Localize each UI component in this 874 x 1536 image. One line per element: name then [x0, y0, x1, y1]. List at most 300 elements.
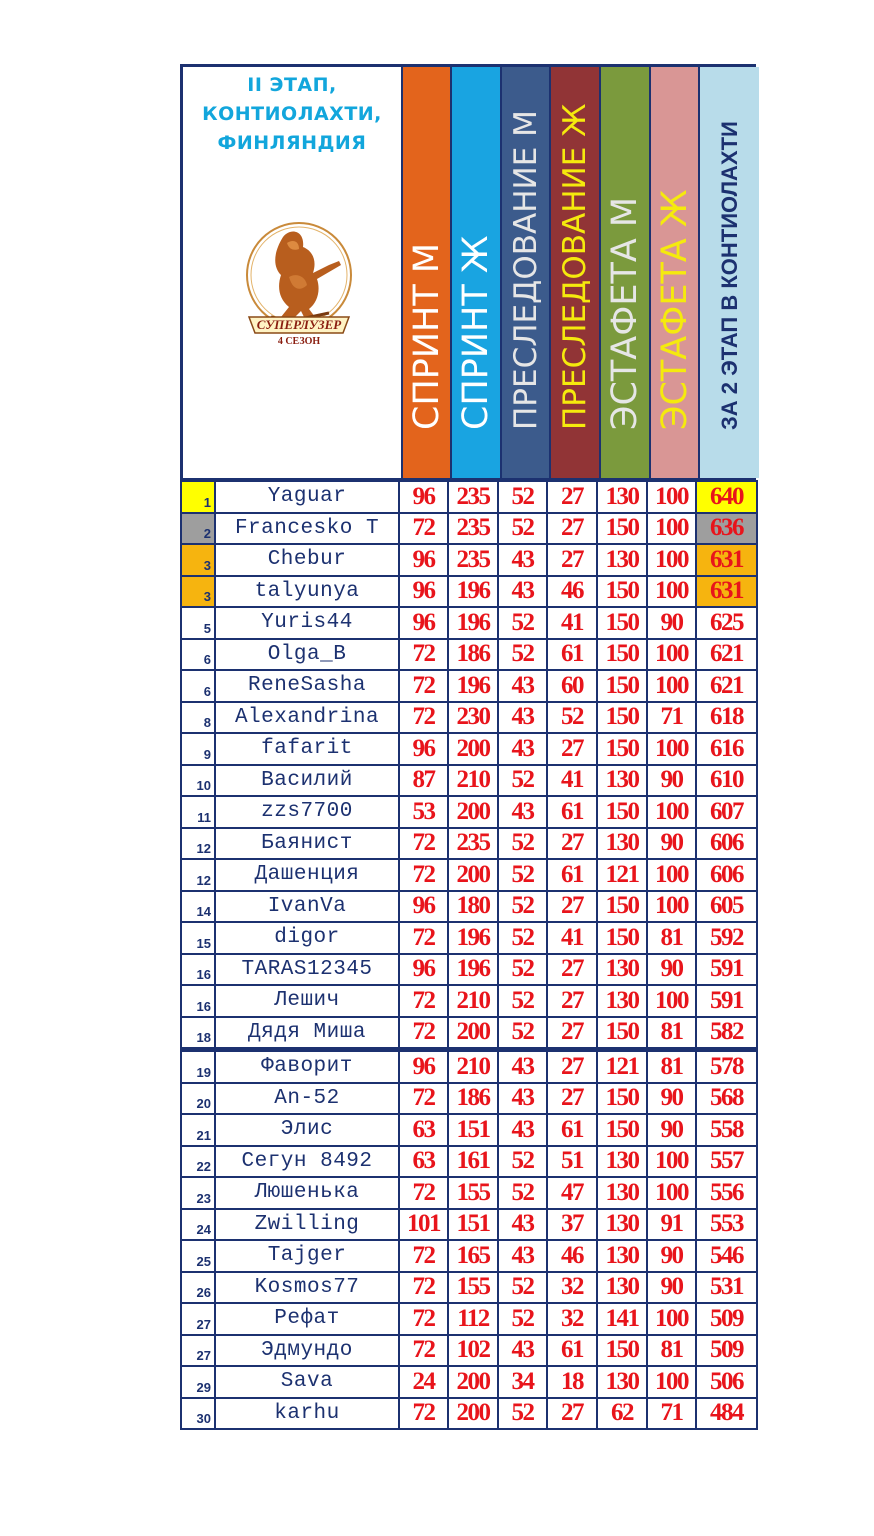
- total-cell: 557: [696, 1146, 757, 1178]
- rank-cell: 14: [181, 891, 215, 923]
- rank-cell: 12: [181, 859, 215, 891]
- table-row: [181, 922, 757, 954]
- score-cell: 130: [597, 1272, 647, 1304]
- score-cell: 52: [498, 481, 547, 513]
- score-cell: 200: [448, 733, 498, 765]
- score-cell: 100: [647, 1366, 696, 1398]
- rank-cell: 6: [181, 670, 215, 702]
- score-cell: 52: [498, 513, 547, 545]
- title-line: КОНТИОЛАХТИ,: [202, 103, 382, 125]
- score-cell: 61: [547, 1335, 597, 1367]
- score-cell: 52: [498, 954, 547, 986]
- rank-cell: 22: [181, 1146, 215, 1178]
- table-row: [181, 859, 757, 891]
- score-cell: 61: [547, 796, 597, 828]
- score-cell: 52: [498, 922, 547, 954]
- score-cell: 41: [547, 922, 597, 954]
- rank-cell: 21: [181, 1114, 215, 1146]
- score-cell: 61: [547, 1114, 597, 1146]
- player-name: Yuris44: [215, 607, 399, 639]
- logo-season: 4 СЕЗОН: [277, 336, 321, 347]
- score-cell: 210: [448, 985, 498, 1017]
- score-cell: 47: [547, 1177, 597, 1209]
- score-cell: 150: [597, 1335, 647, 1367]
- total-cell: 640: [696, 481, 757, 513]
- table-row: [181, 985, 757, 1017]
- score-cell: 100: [647, 1303, 696, 1335]
- score-cell: 235: [448, 513, 498, 545]
- score-cell: 72: [399, 985, 448, 1017]
- score-cell: 150: [597, 607, 647, 639]
- table-row: [181, 1114, 757, 1146]
- standings-body: [181, 481, 757, 1429]
- score-cell: 18: [547, 1366, 597, 1398]
- score-cell: 150: [597, 702, 647, 734]
- column-header: [649, 67, 698, 478]
- score-cell: 43: [498, 1083, 547, 1115]
- score-cell: 87: [399, 765, 448, 797]
- score-cell: 32: [547, 1303, 597, 1335]
- score-cell: 72: [399, 702, 448, 734]
- score-cell: 200: [448, 1366, 498, 1398]
- score-cell: 61: [547, 859, 597, 891]
- score-cell: 27: [547, 1017, 597, 1050]
- score-cell: 196: [448, 954, 498, 986]
- score-cell: 130: [597, 1146, 647, 1178]
- player-name: Дашенция: [215, 859, 399, 891]
- score-cell: 96: [399, 733, 448, 765]
- total-cell: 636: [696, 513, 757, 545]
- player-name: Дядя Миша: [215, 1017, 399, 1050]
- score-cell: 100: [647, 1177, 696, 1209]
- table-row: [181, 954, 757, 986]
- rank-cell: 24: [181, 1209, 215, 1241]
- score-cell: 52: [498, 765, 547, 797]
- column-header: [698, 67, 759, 478]
- score-cell: 27: [547, 544, 597, 576]
- rank-cell: 23: [181, 1177, 215, 1209]
- title-line: ФИНЛЯНДИЯ: [217, 132, 367, 154]
- score-cell: 81: [647, 1017, 696, 1050]
- total-cell: 568: [696, 1083, 757, 1115]
- rank-cell: 16: [181, 985, 215, 1017]
- player-name: TARAS12345: [215, 954, 399, 986]
- player-name: Рефат: [215, 1303, 399, 1335]
- rank-cell: 5: [181, 607, 215, 639]
- score-cell: 235: [448, 481, 498, 513]
- score-cell: 90: [647, 954, 696, 986]
- player-name: Лешич: [215, 985, 399, 1017]
- score-cell: 72: [399, 859, 448, 891]
- column-header: [450, 67, 500, 478]
- rank-cell: 15: [181, 922, 215, 954]
- score-cell: 235: [448, 828, 498, 860]
- score-cell: 27: [547, 828, 597, 860]
- table-row: [181, 639, 757, 671]
- player-name: Zwilling: [215, 1209, 399, 1241]
- score-cell: 43: [498, 1240, 547, 1272]
- score-cell: 141: [597, 1303, 647, 1335]
- score-cell: 196: [448, 670, 498, 702]
- table-row: [181, 796, 757, 828]
- total-cell: 631: [696, 544, 757, 576]
- score-cell: 150: [597, 1017, 647, 1050]
- score-cell: 150: [597, 922, 647, 954]
- score-cell: 151: [448, 1209, 498, 1241]
- score-cell: 72: [399, 1177, 448, 1209]
- score-cell: 52: [498, 828, 547, 860]
- table-row: [181, 1335, 757, 1367]
- score-cell: 90: [647, 1272, 696, 1304]
- rank-cell: 6: [181, 639, 215, 671]
- table-row: [181, 1146, 757, 1178]
- score-cell: 27: [547, 481, 597, 513]
- score-cell: 52: [498, 607, 547, 639]
- total-cell: 509: [696, 1335, 757, 1367]
- score-cell: 72: [399, 1017, 448, 1050]
- score-cell: 96: [399, 1050, 448, 1083]
- column-header-label: ЗА 2 ЭТАП В КОНТИОЛАХТИ: [716, 121, 742, 430]
- score-cell: 62: [597, 1398, 647, 1430]
- score-cell: 130: [597, 1240, 647, 1272]
- rank-cell: 29: [181, 1366, 215, 1398]
- table-row: [181, 1272, 757, 1304]
- score-cell: 81: [647, 1050, 696, 1083]
- table-row: [181, 1083, 757, 1115]
- total-cell: 621: [696, 670, 757, 702]
- score-cell: 130: [597, 1209, 647, 1241]
- score-cell: 150: [597, 796, 647, 828]
- score-cell: 100: [647, 733, 696, 765]
- score-cell: 52: [498, 1398, 547, 1430]
- table-row: [181, 1398, 757, 1430]
- total-cell: 631: [696, 576, 757, 608]
- score-cell: 100: [647, 576, 696, 608]
- score-cell: 100: [647, 670, 696, 702]
- score-cell: 43: [498, 1335, 547, 1367]
- table-row: [181, 670, 757, 702]
- score-cell: 235: [448, 544, 498, 576]
- score-cell: 100: [647, 985, 696, 1017]
- score-cell: 90: [647, 1240, 696, 1272]
- score-cell: 150: [597, 733, 647, 765]
- score-cell: 96: [399, 891, 448, 923]
- total-cell: 591: [696, 954, 757, 986]
- player-name: Chebur: [215, 544, 399, 576]
- score-cell: 72: [399, 1083, 448, 1115]
- score-cell: 96: [399, 576, 448, 608]
- score-cell: 155: [448, 1272, 498, 1304]
- total-cell: 582: [696, 1017, 757, 1050]
- score-cell: 27: [547, 1083, 597, 1115]
- table-row: [181, 828, 757, 860]
- table-row: [181, 1303, 757, 1335]
- score-cell: 43: [498, 796, 547, 828]
- table-row: [181, 1209, 757, 1241]
- score-cell: 150: [597, 1083, 647, 1115]
- table-row: [181, 513, 757, 545]
- total-cell: 607: [696, 796, 757, 828]
- score-cell: 150: [597, 670, 647, 702]
- player-name: ReneSasha: [215, 670, 399, 702]
- score-cell: 150: [597, 576, 647, 608]
- rank-cell: 26: [181, 1272, 215, 1304]
- table-row: [181, 702, 757, 734]
- player-name: Yaguar: [215, 481, 399, 513]
- score-cell: 101: [399, 1209, 448, 1241]
- score-cell: 100: [647, 1146, 696, 1178]
- score-cell: 90: [647, 1083, 696, 1115]
- score-cell: 112: [448, 1303, 498, 1335]
- score-cell: 96: [399, 607, 448, 639]
- score-cell: 151: [448, 1114, 498, 1146]
- total-cell: 606: [696, 859, 757, 891]
- column-header-label: ЭСТАФЕТА М: [605, 196, 645, 430]
- table-row: [181, 765, 757, 797]
- score-cell: 43: [498, 544, 547, 576]
- score-cell: 210: [448, 765, 498, 797]
- player-name: Sava: [215, 1366, 399, 1398]
- rank-cell: 20: [181, 1083, 215, 1115]
- score-cell: 27: [547, 513, 597, 545]
- score-cell: 52: [498, 1272, 547, 1304]
- score-cell: 52: [498, 1303, 547, 1335]
- column-header: [401, 67, 450, 478]
- score-cell: 52: [547, 702, 597, 734]
- rank-cell: 19: [181, 1050, 215, 1083]
- total-cell: 606: [696, 828, 757, 860]
- score-cell: 43: [498, 1209, 547, 1241]
- table-row: [181, 1177, 757, 1209]
- rank-cell: 11: [181, 796, 215, 828]
- score-cell: 52: [498, 1017, 547, 1050]
- rank-cell: 9: [181, 733, 215, 765]
- rank-cell: 3: [181, 576, 215, 608]
- table-row: [181, 607, 757, 639]
- column-header: [549, 67, 599, 478]
- score-cell: 72: [399, 639, 448, 671]
- score-cell: 72: [399, 922, 448, 954]
- title-block: [183, 67, 401, 478]
- score-cell: 100: [647, 796, 696, 828]
- player-name: Баянист: [215, 828, 399, 860]
- score-cell: 121: [597, 1050, 647, 1083]
- rank-cell: 3: [181, 544, 215, 576]
- score-cell: 63: [399, 1114, 448, 1146]
- table-row: [181, 1366, 757, 1398]
- total-cell: 621: [696, 639, 757, 671]
- table-header: [180, 64, 756, 480]
- score-cell: 96: [399, 544, 448, 576]
- score-cell: 81: [647, 1335, 696, 1367]
- score-cell: 72: [399, 513, 448, 545]
- score-cell: 81: [647, 922, 696, 954]
- score-cell: 90: [647, 828, 696, 860]
- score-cell: 27: [547, 1050, 597, 1083]
- score-cell: 91: [647, 1209, 696, 1241]
- score-cell: 52: [498, 639, 547, 671]
- player-name: Сегун 8492: [215, 1146, 399, 1178]
- score-cell: 27: [547, 733, 597, 765]
- score-cell: 196: [448, 922, 498, 954]
- score-cell: 200: [448, 1398, 498, 1430]
- rank-cell: 12: [181, 828, 215, 860]
- total-cell: 546: [696, 1240, 757, 1272]
- score-cell: 210: [448, 1050, 498, 1083]
- player-name: Alexandrina: [215, 702, 399, 734]
- player-name: Francesko T: [215, 513, 399, 545]
- score-cell: 52: [498, 891, 547, 923]
- score-cell: 71: [647, 1398, 696, 1430]
- score-cell: 52: [498, 859, 547, 891]
- score-cell: 72: [399, 670, 448, 702]
- score-cell: 61: [547, 639, 597, 671]
- score-cell: 72: [399, 1272, 448, 1304]
- player-name: digor: [215, 922, 399, 954]
- score-cell: 32: [547, 1272, 597, 1304]
- score-cell: 150: [597, 891, 647, 923]
- score-cell: 43: [498, 576, 547, 608]
- table-row: [181, 1050, 757, 1083]
- rank-cell: 10: [181, 765, 215, 797]
- score-cell: 121: [597, 859, 647, 891]
- total-cell: 591: [696, 985, 757, 1017]
- score-cell: 150: [597, 513, 647, 545]
- table-row: [181, 733, 757, 765]
- score-cell: 130: [597, 985, 647, 1017]
- score-cell: 52: [498, 1177, 547, 1209]
- total-cell: 605: [696, 891, 757, 923]
- score-cell: 90: [647, 765, 696, 797]
- column-header-label: СПРИНТ Ж: [456, 235, 496, 430]
- score-cell: 43: [498, 1114, 547, 1146]
- player-name: Василий: [215, 765, 399, 797]
- column-header: [599, 67, 649, 478]
- score-cell: 130: [597, 828, 647, 860]
- rank-cell: 30: [181, 1398, 215, 1430]
- score-cell: 96: [399, 481, 448, 513]
- score-cell: 52: [498, 1146, 547, 1178]
- score-cell: 71: [647, 702, 696, 734]
- results-sheet: [180, 64, 756, 1430]
- rank-cell: 8: [181, 702, 215, 734]
- score-cell: 52: [498, 985, 547, 1017]
- player-name: zzs7700: [215, 796, 399, 828]
- score-cell: 46: [547, 1240, 597, 1272]
- superloser-logo-icon: [243, 217, 355, 347]
- score-cell: 180: [448, 891, 498, 923]
- score-cell: 34: [498, 1366, 547, 1398]
- rank-cell: 2: [181, 513, 215, 545]
- total-cell: 618: [696, 702, 757, 734]
- player-name: Фаворит: [215, 1050, 399, 1083]
- table-row: [181, 576, 757, 608]
- player-name: talyunya: [215, 576, 399, 608]
- table-row: [181, 891, 757, 923]
- table-row: [181, 544, 757, 576]
- score-cell: 72: [399, 1398, 448, 1430]
- rank-cell: 18: [181, 1017, 215, 1050]
- player-name: Элис: [215, 1114, 399, 1146]
- table-row: [181, 481, 757, 513]
- total-cell: 578: [696, 1050, 757, 1083]
- rank-cell: 25: [181, 1240, 215, 1272]
- rank-cell: 27: [181, 1335, 215, 1367]
- player-name: Kosmos77: [215, 1272, 399, 1304]
- score-cell: 43: [498, 733, 547, 765]
- score-cell: 200: [448, 1017, 498, 1050]
- column-header: [500, 67, 549, 478]
- logo-text: СУПЕРЛУЗЕР: [256, 317, 342, 332]
- total-cell: 616: [696, 733, 757, 765]
- score-cell: 24: [399, 1366, 448, 1398]
- score-cell: 27: [547, 985, 597, 1017]
- score-cell: 63: [399, 1146, 448, 1178]
- score-cell: 90: [647, 1114, 696, 1146]
- player-name: Эдмундо: [215, 1335, 399, 1367]
- score-cell: 27: [547, 1398, 597, 1430]
- player-name: IvanVa: [215, 891, 399, 923]
- score-cell: 53: [399, 796, 448, 828]
- score-cell: 155: [448, 1177, 498, 1209]
- score-cell: 130: [597, 1177, 647, 1209]
- stage-title: [183, 71, 401, 158]
- score-cell: 60: [547, 670, 597, 702]
- score-cell: 130: [597, 544, 647, 576]
- score-cell: 230: [448, 702, 498, 734]
- player-name: Olga_B: [215, 639, 399, 671]
- total-cell: 531: [696, 1272, 757, 1304]
- table-row: [181, 1240, 757, 1272]
- total-cell: 558: [696, 1114, 757, 1146]
- score-cell: 41: [547, 765, 597, 797]
- score-cell: 37: [547, 1209, 597, 1241]
- score-cell: 200: [448, 796, 498, 828]
- score-cell: 186: [448, 639, 498, 671]
- standings-table: [180, 480, 758, 1430]
- score-cell: 150: [597, 639, 647, 671]
- score-cell: 165: [448, 1240, 498, 1272]
- score-cell: 90: [647, 607, 696, 639]
- score-cell: 43: [498, 670, 547, 702]
- score-cell: 161: [448, 1146, 498, 1178]
- score-cell: 43: [498, 702, 547, 734]
- score-cell: 130: [597, 954, 647, 986]
- column-header-label: ЭСТАФЕТА Ж: [654, 189, 695, 430]
- total-cell: 556: [696, 1177, 757, 1209]
- score-cell: 130: [597, 481, 647, 513]
- score-cell: 96: [399, 954, 448, 986]
- score-cell: 51: [547, 1146, 597, 1178]
- score-cell: 100: [647, 481, 696, 513]
- table-row: [181, 1017, 757, 1050]
- total-cell: 506: [696, 1366, 757, 1398]
- score-cell: 100: [647, 639, 696, 671]
- score-cell: 72: [399, 1335, 448, 1367]
- score-cell: 41: [547, 607, 597, 639]
- score-cell: 72: [399, 1240, 448, 1272]
- total-cell: 610: [696, 765, 757, 797]
- score-cell: 102: [448, 1335, 498, 1367]
- rank-cell: 27: [181, 1303, 215, 1335]
- score-cell: 46: [547, 576, 597, 608]
- column-header-label: СПРИНТ М: [406, 242, 447, 430]
- total-cell: 484: [696, 1398, 757, 1430]
- score-cell: 130: [597, 765, 647, 797]
- total-cell: 625: [696, 607, 757, 639]
- score-cell: 130: [597, 1366, 647, 1398]
- total-cell: 553: [696, 1209, 757, 1241]
